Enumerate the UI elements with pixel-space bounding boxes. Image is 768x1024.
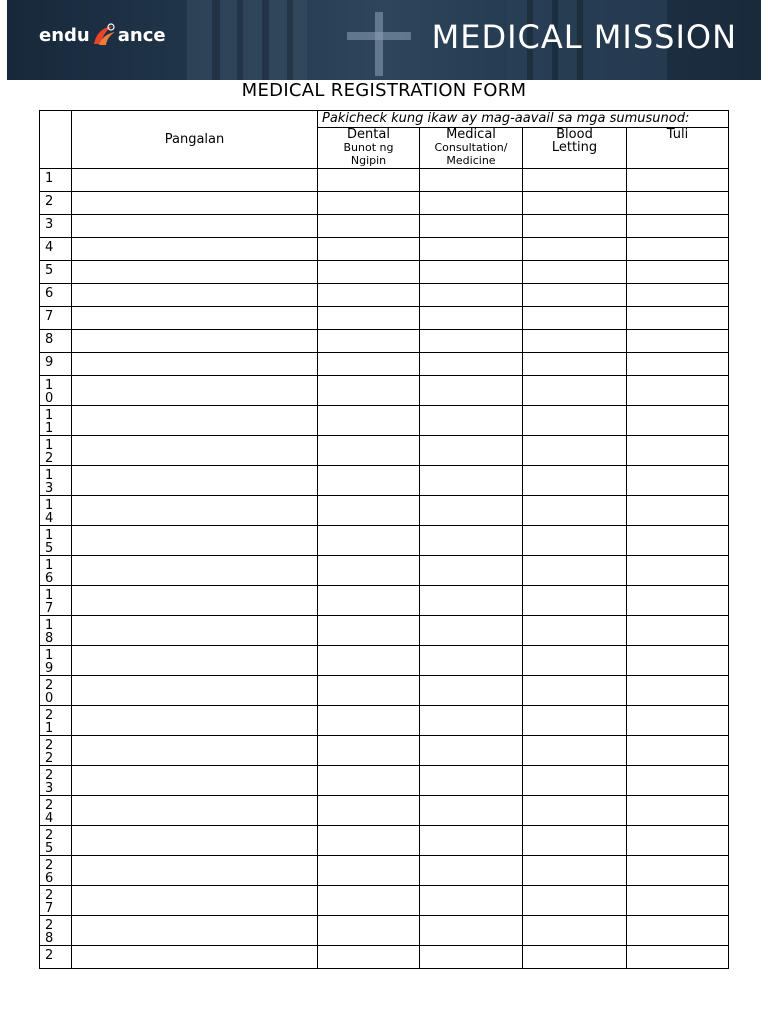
table-row [40, 826, 729, 856]
tuli-check-cell[interactable] [627, 436, 729, 466]
dental-check-cell[interactable] [318, 946, 420, 969]
row-number: 2 3 [40, 766, 72, 796]
tuli-check-cell[interactable] [627, 556, 729, 586]
name-cell[interactable] [72, 406, 318, 436]
tuli-check-cell[interactable] [627, 616, 729, 646]
blood-letting-check-cell[interactable] [523, 307, 627, 330]
table-row [40, 556, 729, 586]
dental-check-cell[interactable] [318, 330, 420, 353]
blood-letting-check-cell[interactable] [523, 826, 627, 856]
blood-letting-check-cell[interactable] [523, 916, 627, 946]
row-number: 2 2 [40, 736, 72, 766]
name-cell[interactable] [72, 192, 318, 215]
tuli-check-cell[interactable] [627, 856, 729, 886]
instruction-text: Pakicheck kung ikaw ay mag-aavail sa mga sumusunod: [318, 111, 729, 128]
blood-letting-check-cell[interactable] [523, 616, 627, 646]
blood-letting-check-cell[interactable] [523, 796, 627, 826]
tuli-check-cell[interactable] [627, 676, 729, 706]
medical-check-cell[interactable] [420, 856, 523, 886]
blood-letting-check-cell[interactable] [523, 586, 627, 616]
tuli-check-cell[interactable] [627, 215, 729, 238]
table-row [40, 796, 729, 826]
tuli-check-cell[interactable] [627, 946, 729, 969]
row-number: 7 [40, 307, 72, 330]
row-number: 1 4 [40, 496, 72, 526]
medical-check-cell[interactable] [420, 284, 523, 307]
row-number: 1 7 [40, 586, 72, 616]
dental-check-cell[interactable] [318, 556, 420, 586]
name-cell[interactable] [72, 646, 318, 676]
table-row [40, 706, 729, 736]
name-cell[interactable] [72, 586, 318, 616]
table-row [40, 736, 729, 766]
number-header-cell [40, 111, 72, 169]
tuli-check-cell[interactable] [627, 466, 729, 496]
tuli-check-cell[interactable] [627, 526, 729, 556]
service-header-medical [420, 128, 523, 169]
dental-check-cell[interactable] [318, 436, 420, 466]
tuli-check-cell[interactable] [627, 496, 729, 526]
medical-check-cell[interactable] [420, 616, 523, 646]
medical-check-cell[interactable] [420, 307, 523, 330]
row-number: 1 6 [40, 556, 72, 586]
service-header-tuli [627, 128, 729, 169]
name-cell[interactable] [72, 676, 318, 706]
name-cell[interactable] [72, 886, 318, 916]
dental-check-cell[interactable] [318, 766, 420, 796]
row-number: 1 5 [40, 526, 72, 556]
name-cell[interactable] [72, 284, 318, 307]
table-row [40, 376, 729, 406]
service-label: Medical [446, 127, 496, 142]
table-row [40, 353, 729, 376]
row-number: 5 [40, 261, 72, 284]
tuli-check-cell[interactable] [627, 916, 729, 946]
dental-check-cell[interactable] [318, 496, 420, 526]
dental-check-cell[interactable] [318, 353, 420, 376]
medical-check-cell[interactable] [420, 706, 523, 736]
row-number: 8 [40, 330, 72, 353]
row-number: 1 9 [40, 646, 72, 676]
table-row [40, 916, 729, 946]
tuli-check-cell[interactable] [627, 826, 729, 856]
row-number: 1 0 [40, 376, 72, 406]
table-row [40, 238, 729, 261]
medical-check-cell[interactable] [420, 886, 523, 916]
blood-letting-check-cell[interactable] [523, 436, 627, 466]
medical-check-cell[interactable] [420, 676, 523, 706]
service-sub1: Letting [551, 140, 598, 155]
table-row [40, 192, 729, 215]
banner-title: MEDICAL MISSION [431, 18, 737, 56]
name-cell[interactable] [72, 169, 318, 192]
row-number: 4 [40, 238, 72, 261]
tuli-check-cell[interactable] [627, 330, 729, 353]
blood-letting-check-cell[interactable] [523, 766, 627, 796]
name-cell[interactable] [72, 353, 318, 376]
tuli-check-cell[interactable] [627, 766, 729, 796]
dental-check-cell[interactable] [318, 238, 420, 261]
dental-check-cell[interactable] [318, 706, 420, 736]
name-cell[interactable] [72, 706, 318, 736]
row-number: 6 [40, 284, 72, 307]
dental-check-cell[interactable] [318, 886, 420, 916]
header-banner [7, 0, 761, 80]
medical-check-cell[interactable] [420, 261, 523, 284]
name-cell[interactable] [72, 376, 318, 406]
blood-letting-check-cell[interactable] [523, 646, 627, 676]
blood-letting-check-cell[interactable] [523, 238, 627, 261]
dental-check-cell[interactable] [318, 169, 420, 192]
medical-check-cell[interactable] [420, 436, 523, 466]
service-label: Dental [347, 127, 390, 142]
name-cell[interactable] [72, 436, 318, 466]
blood-letting-check-cell[interactable] [523, 676, 627, 706]
table-row [40, 330, 729, 353]
row-number: 2 0 [40, 676, 72, 706]
tuli-check-cell[interactable] [627, 406, 729, 436]
name-cell[interactable] [72, 496, 318, 526]
logo-mark-icon [91, 22, 117, 48]
dental-check-cell[interactable] [318, 616, 420, 646]
tuli-check-cell[interactable] [627, 586, 729, 616]
medical-check-cell[interactable] [420, 406, 523, 436]
row-number: 3 [40, 215, 72, 238]
tuli-check-cell[interactable] [627, 736, 729, 766]
logo-text-right: ance [117, 24, 166, 46]
table-row [40, 466, 729, 496]
blood-letting-check-cell[interactable] [523, 169, 627, 192]
blood-letting-check-cell[interactable] [523, 261, 627, 284]
table-row [40, 169, 729, 192]
name-cell[interactable] [72, 766, 318, 796]
blood-letting-check-cell[interactable] [523, 353, 627, 376]
medical-check-cell[interactable] [420, 496, 523, 526]
table-row [40, 676, 729, 706]
row-number: 2 5 [40, 826, 72, 856]
blood-letting-check-cell[interactable] [523, 192, 627, 215]
medical-check-cell[interactable] [420, 169, 523, 192]
registration-table [39, 110, 729, 969]
blood-letting-check-cell[interactable] [523, 330, 627, 353]
medical-check-cell[interactable] [420, 586, 523, 616]
dental-check-cell[interactable] [318, 736, 420, 766]
blood-letting-check-cell[interactable] [523, 466, 627, 496]
row-number: 1 [40, 169, 72, 192]
medical-check-cell[interactable] [420, 215, 523, 238]
row-number: 1 3 [40, 466, 72, 496]
table-row [40, 215, 729, 238]
tuli-check-cell[interactable] [627, 261, 729, 284]
medical-check-cell[interactable] [420, 826, 523, 856]
service-label: Blood [556, 127, 593, 142]
row-number: 2 [40, 946, 72, 969]
table-row [40, 406, 729, 436]
blood-letting-check-cell[interactable] [523, 886, 627, 916]
service-sub1: Bunot ng [343, 141, 394, 154]
medical-check-cell[interactable] [420, 238, 523, 261]
table-row [40, 886, 729, 916]
dental-check-cell[interactable] [318, 376, 420, 406]
dental-check-cell[interactable] [318, 526, 420, 556]
dental-check-cell[interactable] [318, 676, 420, 706]
service-header-blood-letting [523, 128, 627, 169]
medical-check-cell[interactable] [420, 766, 523, 796]
table-row [40, 284, 729, 307]
dental-check-cell[interactable] [318, 646, 420, 676]
table-row [40, 261, 729, 284]
blood-letting-check-cell[interactable] [523, 496, 627, 526]
endurance-logo [39, 22, 166, 48]
medical-check-cell[interactable] [420, 646, 523, 676]
table-row [40, 616, 729, 646]
row-number: 9 [40, 353, 72, 376]
dental-check-cell[interactable] [318, 261, 420, 284]
medical-check-cell[interactable] [420, 192, 523, 215]
medical-check-cell[interactable] [420, 466, 523, 496]
tuli-check-cell[interactable] [627, 886, 729, 916]
name-cell[interactable] [72, 330, 318, 353]
row-number: 2 4 [40, 796, 72, 826]
blood-letting-check-cell[interactable] [523, 706, 627, 736]
name-cell[interactable] [72, 466, 318, 496]
blood-letting-check-cell[interactable] [523, 736, 627, 766]
tuli-check-cell[interactable] [627, 353, 729, 376]
tuli-check-cell[interactable] [627, 706, 729, 736]
row-number: 2 8 [40, 916, 72, 946]
blood-letting-check-cell[interactable] [523, 556, 627, 586]
dental-check-cell[interactable] [318, 215, 420, 238]
blood-letting-check-cell[interactable] [523, 406, 627, 436]
dental-check-cell[interactable] [318, 826, 420, 856]
blood-letting-check-cell[interactable] [523, 376, 627, 406]
table-row [40, 766, 729, 796]
tuli-check-cell[interactable] [627, 169, 729, 192]
blood-letting-check-cell[interactable] [523, 526, 627, 556]
tuli-check-cell[interactable] [627, 192, 729, 215]
tuli-check-cell[interactable] [627, 238, 729, 261]
service-header-dental [318, 128, 420, 169]
medical-check-cell[interactable] [420, 556, 523, 586]
row-number: 2 [40, 192, 72, 215]
dental-check-cell[interactable] [318, 856, 420, 886]
table-row [40, 586, 729, 616]
name-header: Pangalan [72, 111, 318, 169]
name-cell[interactable] [72, 796, 318, 826]
table-row [40, 856, 729, 886]
dental-check-cell[interactable] [318, 796, 420, 826]
table-row [40, 496, 729, 526]
row-number: 2 7 [40, 886, 72, 916]
name-cell[interactable] [72, 238, 318, 261]
name-cell[interactable] [72, 916, 318, 946]
name-cell[interactable] [72, 616, 318, 646]
blood-letting-check-cell[interactable] [523, 284, 627, 307]
name-cell[interactable] [72, 826, 318, 856]
dental-check-cell[interactable] [318, 284, 420, 307]
row-number: 2 6 [40, 856, 72, 886]
dental-check-cell[interactable] [318, 916, 420, 946]
medical-check-cell[interactable] [420, 330, 523, 353]
name-cell[interactable] [72, 856, 318, 886]
name-cell[interactable] [72, 215, 318, 238]
service-sub2: Ngipin [350, 154, 387, 167]
table-row [40, 946, 729, 969]
service-label: Tuli [666, 127, 689, 142]
service-sub2: Medicine [446, 154, 496, 167]
medical-check-cell[interactable] [420, 526, 523, 556]
medical-check-cell[interactable] [420, 796, 523, 826]
form-title: MEDICAL REGISTRATION FORM [241, 80, 527, 101]
dental-check-cell[interactable] [318, 466, 420, 496]
logo-text-left: endu [39, 24, 90, 46]
medical-check-cell[interactable] [420, 736, 523, 766]
medical-check-cell[interactable] [420, 376, 523, 406]
tuli-check-cell[interactable] [627, 796, 729, 826]
name-cell[interactable] [72, 946, 318, 969]
blood-letting-check-cell[interactable] [523, 856, 627, 886]
tuli-check-cell[interactable] [627, 307, 729, 330]
dental-check-cell[interactable] [318, 406, 420, 436]
blood-letting-check-cell[interactable] [523, 215, 627, 238]
medical-check-cell[interactable] [420, 946, 523, 969]
tuli-check-cell[interactable] [627, 646, 729, 676]
name-cell[interactable] [72, 556, 318, 586]
row-number: 2 1 [40, 706, 72, 736]
name-cell[interactable] [72, 261, 318, 284]
medical-check-cell[interactable] [420, 353, 523, 376]
cross-icon [375, 12, 383, 76]
tuli-check-cell[interactable] [627, 376, 729, 406]
blood-letting-check-cell[interactable] [523, 946, 627, 969]
name-cell[interactable] [72, 307, 318, 330]
medical-check-cell[interactable] [420, 916, 523, 946]
row-number: 1 8 [40, 616, 72, 646]
row-number: 1 1 [40, 406, 72, 436]
table-row [40, 526, 729, 556]
dental-check-cell[interactable] [318, 586, 420, 616]
tuli-check-cell[interactable] [627, 284, 729, 307]
row-number: 1 2 [40, 436, 72, 466]
table-row [40, 646, 729, 676]
table-row [40, 307, 729, 330]
service-sub1: Consultation/ [434, 141, 508, 154]
dental-check-cell[interactable] [318, 307, 420, 330]
name-cell[interactable] [72, 526, 318, 556]
name-cell[interactable] [72, 736, 318, 766]
dental-check-cell[interactable] [318, 192, 420, 215]
table-row [40, 436, 729, 466]
